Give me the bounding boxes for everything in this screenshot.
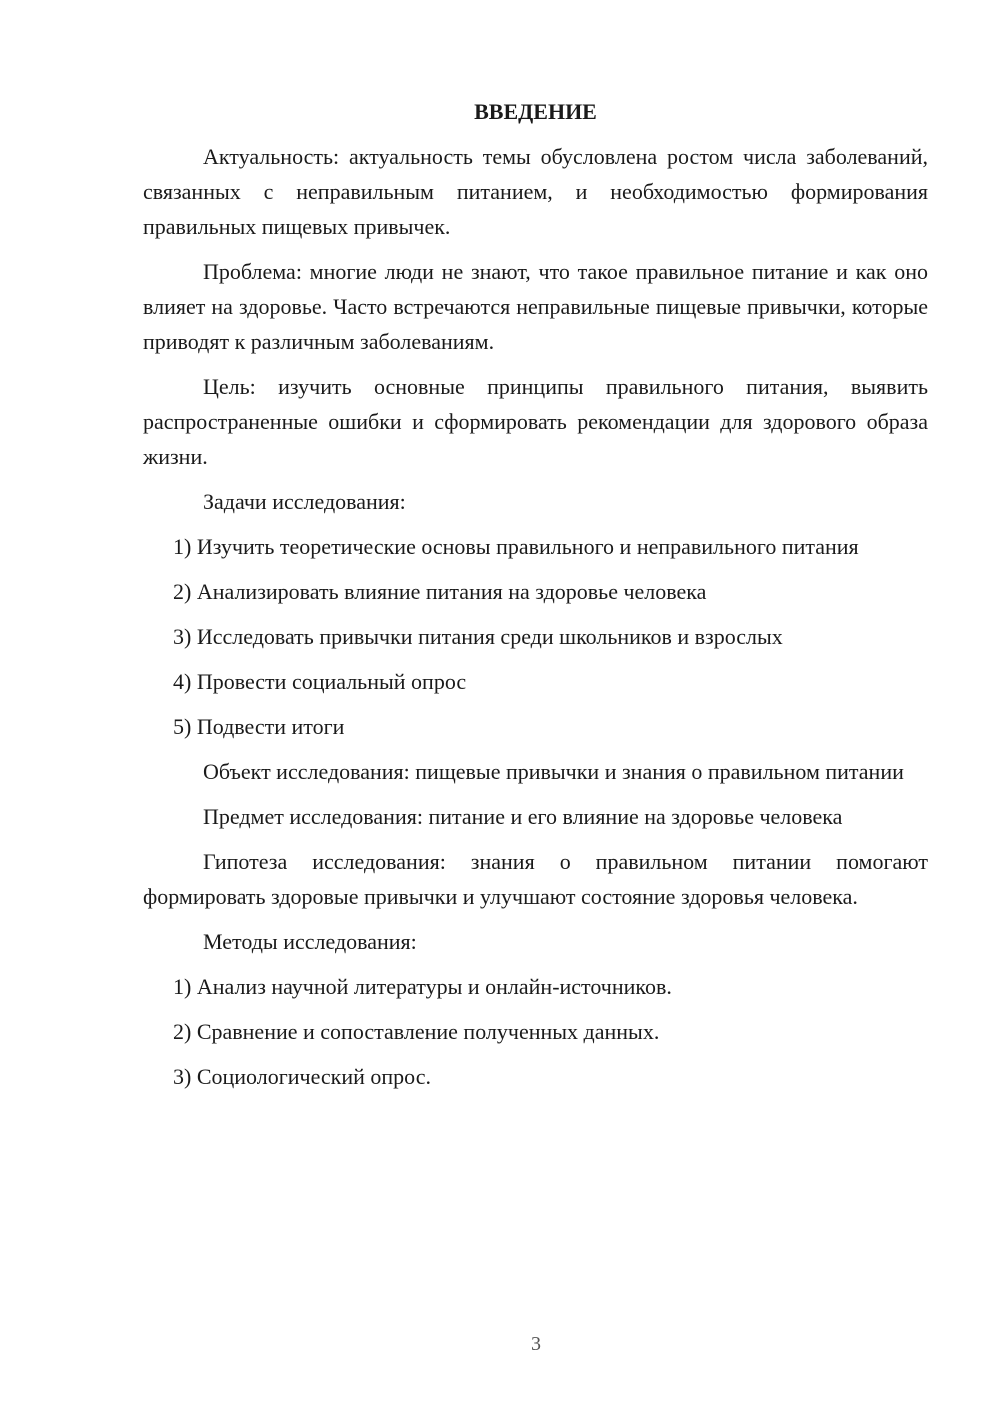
method-item-3: 3) Социологический опрос. (173, 1064, 431, 1089)
task-item-1: 1) Изучить теоретические основы правильного и неправильного питания (173, 534, 859, 559)
method-item-1: 1) Анализ научной литературы и онлайн-источников. (173, 974, 672, 999)
subject-paragraph: Предмет исследования: питание и его влияние на здоровье человека (203, 804, 843, 829)
document-page (143, 94, 928, 1104)
goal-paragraph: Цель: изучить основные принципы правильного питания, выявить распространенные ошибки и сформировать рекомендации для здорового образа жизни. (143, 374, 928, 469)
problem-paragraph: Проблема: многие люди не знают, что такое правильное питание и как оно влияет на здоровье. Часто встречаются неправильные пищевые привычки, которые приводят к различным заболеваниям. (143, 259, 928, 354)
methods-title: Методы исследования: (203, 929, 417, 954)
section-heading: ВВЕДЕНИЕ (474, 99, 597, 124)
relevance-paragraph: Актуальность: актуальность темы обусловлена ростом числа заболеваний, связанных с неправильным питанием, и необходимостью формирования правильных пищевых привычек. (143, 144, 928, 239)
method-item-2: 2) Сравнение и сопоставление полученных данных. (173, 1019, 660, 1044)
object-paragraph: Объект исследования: пищевые привычки и знания о правильном питании (203, 759, 904, 784)
task-item-3: 3) Исследовать привычки питания среди школьников и взрослых (173, 624, 783, 649)
task-item-4: 4) Провести социальный опрос (173, 669, 467, 694)
hypothesis-paragraph: Гипотеза исследования: знания о правильном питании помогают формировать здоровые привычки и улучшают состояние здоровья человека. (143, 849, 928, 909)
tasks-title: Задачи исследования: (203, 489, 406, 514)
task-item-5: 5) Подвести итоги (173, 714, 345, 739)
page-number: 3 (531, 1333, 541, 1355)
task-item-2: 2) Анализировать влияние питания на здоровье человека (173, 579, 707, 604)
